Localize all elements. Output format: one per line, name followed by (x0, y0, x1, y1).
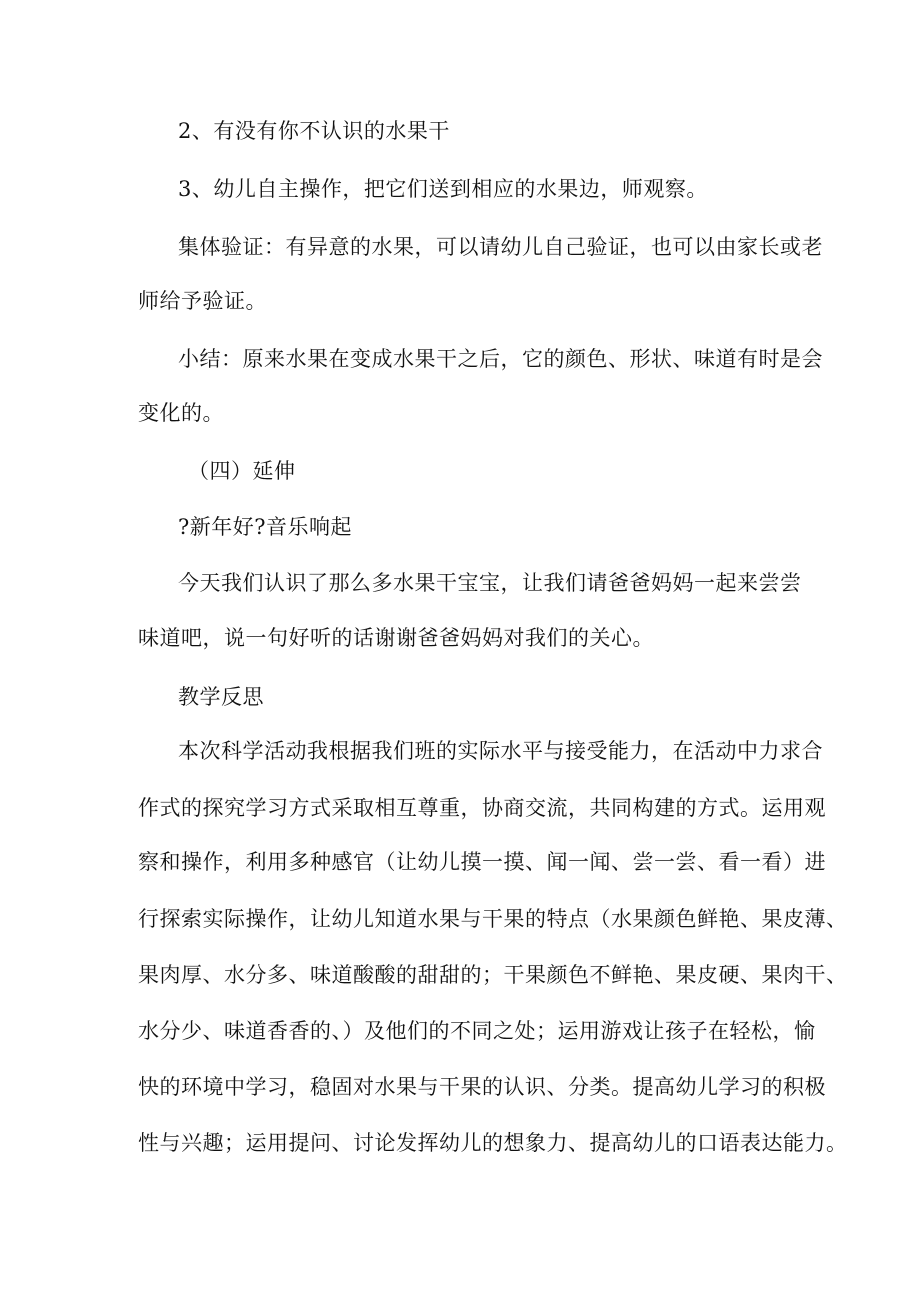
paragraph-reflection-line-8: 性与兴趣；运用提问、讨论发挥幼儿的想象力、提高幼儿的口语表达能力。 (138, 1131, 848, 1155)
section-heading-reflection: 教学反思 (178, 685, 264, 709)
list-item-2: 2、有没有你不认识的水果干 (178, 119, 450, 143)
paragraph-reflection-line-7: 快的环境中学习，稳固对水果与干果的认识、分类。提高幼儿学习的积极 (138, 1075, 826, 1099)
paragraph-reflection-line-5: 果肉厚、水分多、味道酸酸的甜甜的；干果颜色不鲜艳、果皮硬、果肉干、 (138, 963, 848, 987)
list-item-3: 3、幼儿自主操作，把它们送到相应的水果边，师观察。 (178, 177, 708, 201)
paragraph-collective-verification-cont: 师给予验证。 (138, 289, 267, 313)
paragraph-today-cont: 味道吧，说一句好听的话谢谢爸爸妈妈对我们的关心。 (138, 626, 654, 650)
paragraph-reflection-line-3: 察和操作，利用多种感官（让幼儿摸一摸、闻一闻、尝一尝、看一看）进 (138, 850, 826, 874)
section-heading-extension: （四）延伸 (188, 459, 296, 483)
paragraph-reflection-line-6: 水分少、味道香香的、）及他们的不同之处；运用游戏让孩子在轻松，愉 (138, 1019, 816, 1043)
paragraph-reflection-line-1: 本次科学活动我根据我们班的实际水平与接受能力，在活动中力求合 (178, 739, 823, 763)
paragraph-summary: 小结：原来水果在变成水果干之后，它的颜色、形状、味道有时是会 (178, 347, 823, 371)
paragraph-reflection-line-2: 作式的探究学习方式采取相互尊重，协商交流，共同构建的方式。运用观 (138, 796, 826, 820)
paragraph-music: ?新年好?音乐响起 (178, 515, 353, 539)
paragraph-collective-verification: 集体验证：有异意的水果，可以请幼儿自己验证，也可以由家长或老 (178, 235, 823, 259)
paragraph-reflection-line-4: 行探索实际操作，让幼儿知道水果与干果的特点（水果颜色鲜艳、果皮薄、 (138, 907, 848, 931)
paragraph-today: 今天我们认识了那么多水果干宝宝，让我们请爸爸妈妈一起来尝尝 (178, 571, 802, 595)
paragraph-summary-cont: 变化的。 (138, 401, 224, 425)
